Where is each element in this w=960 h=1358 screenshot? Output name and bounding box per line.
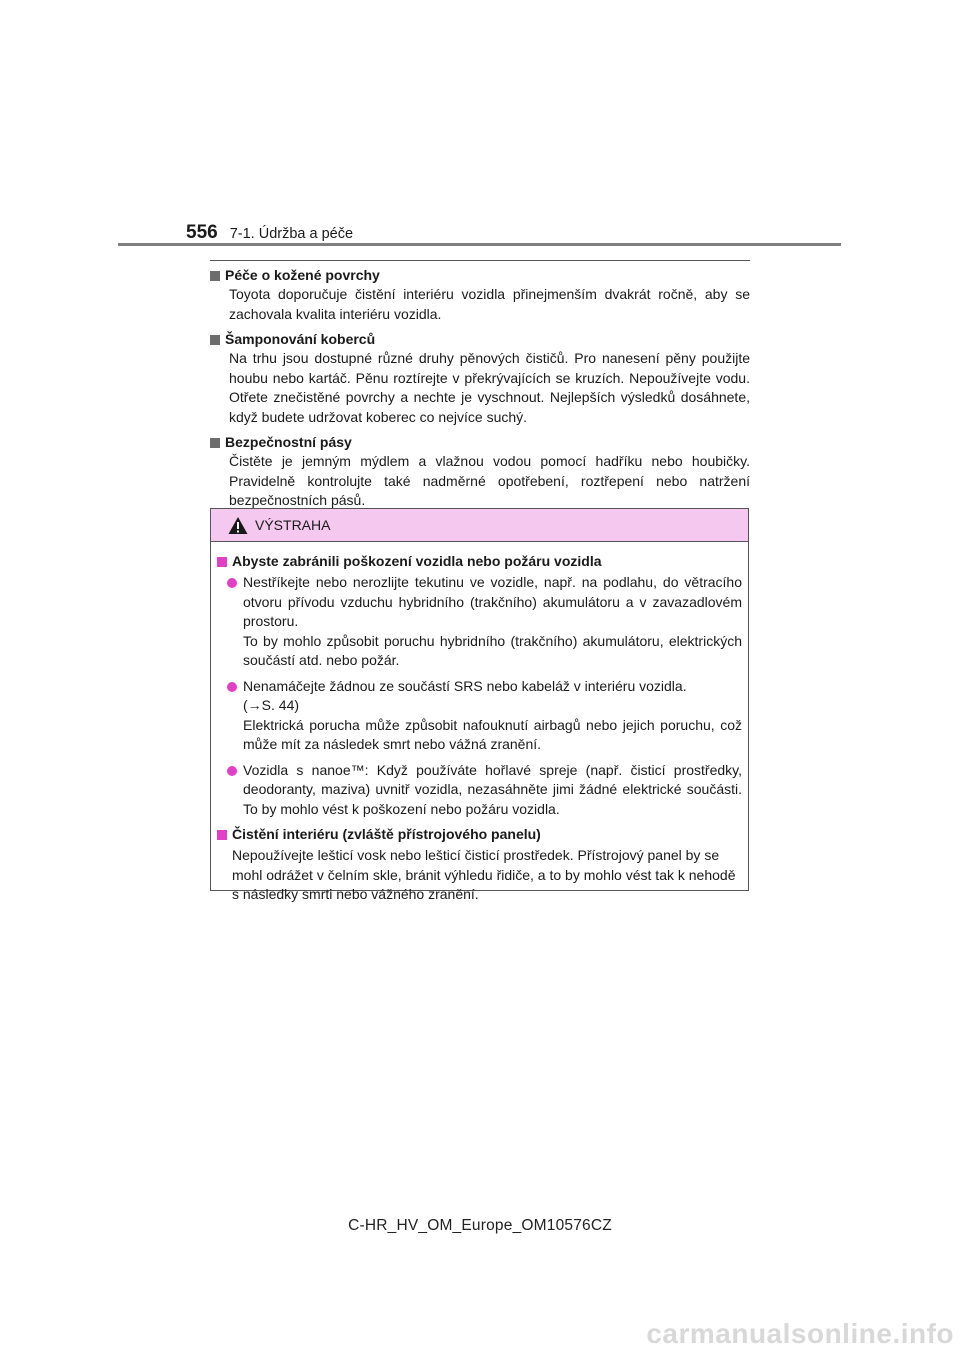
topic-body: Čistěte je jemným mýdlem a vlažnou vodou pomocí hadříku nebo houbičky. Pravidelně kontrolujte také nadměrné opotřebení, roztřepení nebo natržení bezpečnostních pásů. bbox=[229, 453, 750, 508]
content-column bbox=[210, 266, 750, 517]
warning-title: VÝSTRAHA bbox=[255, 517, 331, 533]
warning-item-text bbox=[243, 677, 742, 755]
page-reference-link[interactable]: (→S. 44) bbox=[243, 697, 300, 713]
warning-item-paragraph: Nestříkejte nebo nerozlijte tekutinu ve vozidle, např. na podlahu, do větracího otvoru přívodu vzduchu hybridního (trakčního) akumulátoru a v zavazadlovém prostoru. bbox=[243, 574, 742, 629]
pink-dot-bullet-icon bbox=[227, 766, 237, 776]
topic-heading-text: Bezpečnostní pásy bbox=[225, 434, 352, 450]
pink-square-bullet-icon bbox=[217, 830, 227, 840]
warning-section-body: Nepoužívejte lešticí vosk nebo lešticí čisticí prostředek. Přístrojový panel by se mohl odrážet v čelním skle, bránit výhledu řidiče, a to by mohlo vést tak k nehodě s následky smrti nebo vážného zranění. bbox=[232, 847, 736, 902]
square-bullet-icon bbox=[210, 271, 220, 281]
topic-heading-text: Šamponování koberců bbox=[225, 331, 376, 347]
warning-item bbox=[227, 573, 742, 671]
content-divider bbox=[210, 260, 750, 261]
topic-heading-text: Péče o kožené povrchy bbox=[225, 267, 380, 283]
warning-item bbox=[227, 677, 742, 755]
warning-header bbox=[211, 509, 748, 542]
warning-item-paragraph: To by mohlo způsobit poruchu hybridního (trakčního) akumulátoru, elektrických součástí atd. nebo požár. bbox=[243, 632, 742, 668]
warning-item bbox=[227, 761, 742, 820]
topic-seat-belts bbox=[210, 433, 750, 511]
topic-leather-care bbox=[210, 266, 750, 324]
page-header bbox=[186, 214, 353, 242]
page-number: 556 bbox=[186, 222, 218, 243]
pink-square-bullet-icon bbox=[217, 557, 227, 567]
warning-box bbox=[210, 508, 749, 902]
topic-heading bbox=[210, 330, 750, 349]
warning-item-text bbox=[243, 573, 742, 671]
topic-body: Na trhu jsou dostupné různé druhy pěnových čističů. Pro nanesení pěny použijte houbu nebo kartáč. Pěnu roztírejte v překrývajících se kruzích. Nepoužívejte vodu. Otřete znečistěné povrchy a nechte je vyschnout. Nejlepších výsledků dosáhnete, když budete udržovat koberec co nejvíce suchý. bbox=[229, 350, 750, 425]
topic-carpet-shampooing bbox=[210, 330, 750, 427]
warning-section-heading-text: Čistění interiéru (zvláště přístrojového panelu) bbox=[232, 826, 541, 842]
section-title: 7-1. Údržba a péče bbox=[229, 225, 354, 242]
topic-heading bbox=[210, 433, 750, 452]
warning-item-paragraph: Nenamáčejte žádnou ze součástí SRS nebo kabeláž v interiéru vozidla. bbox=[243, 677, 687, 694]
topic-heading bbox=[210, 266, 750, 285]
warning-item-text bbox=[243, 761, 742, 820]
warning-triangle-icon bbox=[228, 516, 248, 535]
document-code: C-HR_HV_OM_Europe_OM10576CZ bbox=[348, 1217, 612, 1234]
warning-section-heading-text: Abyste zabránili poškození vozidla nebo požáru vozidla bbox=[232, 553, 602, 569]
pink-dot-bullet-icon bbox=[227, 682, 237, 692]
square-bullet-icon bbox=[210, 335, 220, 345]
square-bullet-icon bbox=[210, 438, 220, 448]
warning-item-paragraph: Vozidla s nanoe™: Když používáte hořlavé spreje (např. čisticí prostředky, deodoranty, maziva) uvnitř vozidla, nezasáhněte jimi žádné elektrické součásti. To by mohlo vést k poškození nebo požáru vozidla. bbox=[243, 761, 742, 817]
warning-section-heading bbox=[217, 825, 742, 844]
warning-section-heading bbox=[217, 552, 742, 571]
pink-dot-bullet-icon bbox=[227, 578, 237, 588]
watermark: carmanualsonline.info bbox=[646, 1318, 954, 1349]
header-divider bbox=[118, 243, 841, 246]
warning-body bbox=[211, 542, 748, 905]
topic-body: Toyota doporučuje čistění interiéru vozidla přinejmenším dvakrát ročně, aby se zachovala kvalita interiéru vozidla. bbox=[229, 286, 750, 322]
warning-item-paragraph: Elektrická porucha může způsobit nafouknutí airbagů nebo jejich poruchu, což může mít za následek smrt nebo vážná zranění. bbox=[243, 716, 742, 752]
